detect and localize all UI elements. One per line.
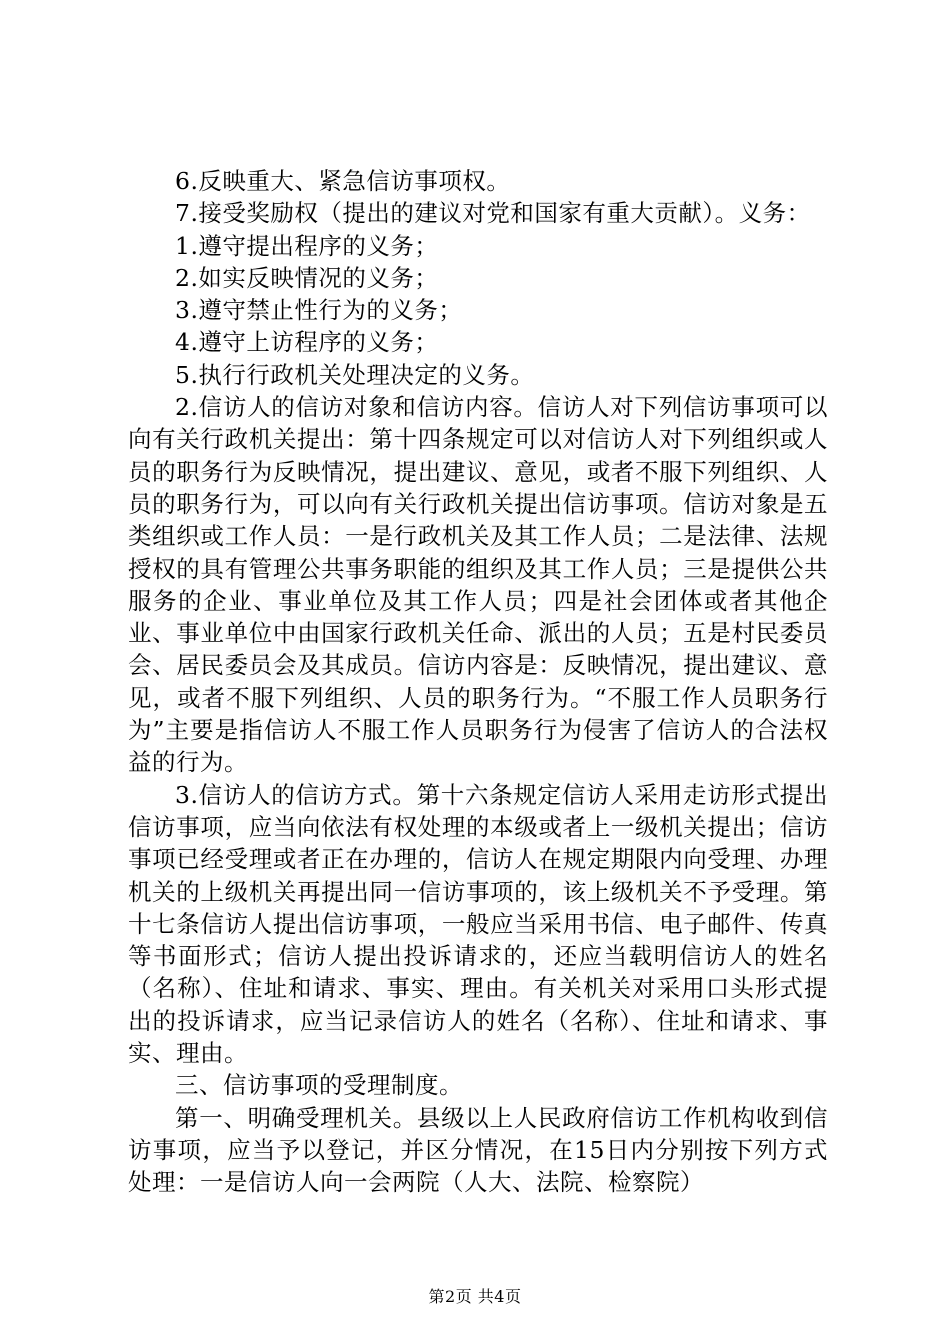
document-body — [128, 165, 828, 1199]
paragraph: 2.如实反映情况的义务； — [175, 263, 439, 292]
section-heading: 三、信访事项的受理制度。 — [175, 1071, 463, 1100]
paragraph: 6.反映重大、紧急信访事项权。 — [175, 167, 511, 195]
paragraph: 5.执行行政机关处理决定的义务。 — [175, 360, 535, 389]
paragraph: 7.接受奖励权（提出的建议对党和国家有重大贡献）。义务： — [175, 199, 811, 228]
paragraph: 4.遵守上访程序的义务； — [175, 328, 439, 357]
paragraph: 第一、明确受理机关。县级以上人民政府信访工作机构收到信访事项，应当予以登记，并区分情况，在15日内分别按下列方式处理：一是信访人向一会两院（人大、法院、检察院） — [128, 1103, 828, 1197]
paragraph: 1.遵守提出程序的义务； — [175, 231, 439, 260]
paragraph: 3.遵守禁止性行为的义务； — [175, 296, 463, 325]
paragraph: 3.信访人的信访方式。第十六条规定信访人采用走访形式提出信访事项，应当向依法有权处理的本级或者上一级机关提出；信访事项已经受理或者正在办理的，信访人在规定期限内向受理、办理机关的上级机关再提出同一信访事项的，该上级机关不予受理。第十七条信访人提出信访事项，一般应当采用书信、电子邮件、传真等书面形式；信访人提出投诉请求的，还应当载明信访人的姓名（名称）、住址和请求、事实、理由。有关机关对采用口头形式提出的投诉请求，应当记录信访人的姓名（名称）、住址和请求、事实、理由。 — [128, 780, 828, 1068]
page-number-footer: 第2页 共4页 — [428, 1287, 522, 1306]
paragraph: 2.信访人的信访对象和信访内容。信访人对下列信访事项可以向有关行政机关提出：第十四条规定可以对信访人对下列组织或人员的职务行为反映情况，提出建议、意见，或者不服下列组织、人员的职务行为，可以向有关行政机关提出信访事项。信访对象是五类组织或工作人员：一是行政机关及其工作人员；二是法律、法规授权的具有管理公共事务职能的组织及其工作人员；三是提供公共服务的企业、事业单位及其工作人员；四是社会团体或者其他企业、事业单位中由国家行政机关任命、派出的人员；五是村民委员会、居民委员会及其成员。信访内容是：反映情况，提出建议、意见，或者不服下列组织、人员的职务行为。“不服工作人员职务行为”主要是指信访人不服工作人员职务行为侵害了信访人的合法权益的行为。 — [128, 393, 828, 777]
